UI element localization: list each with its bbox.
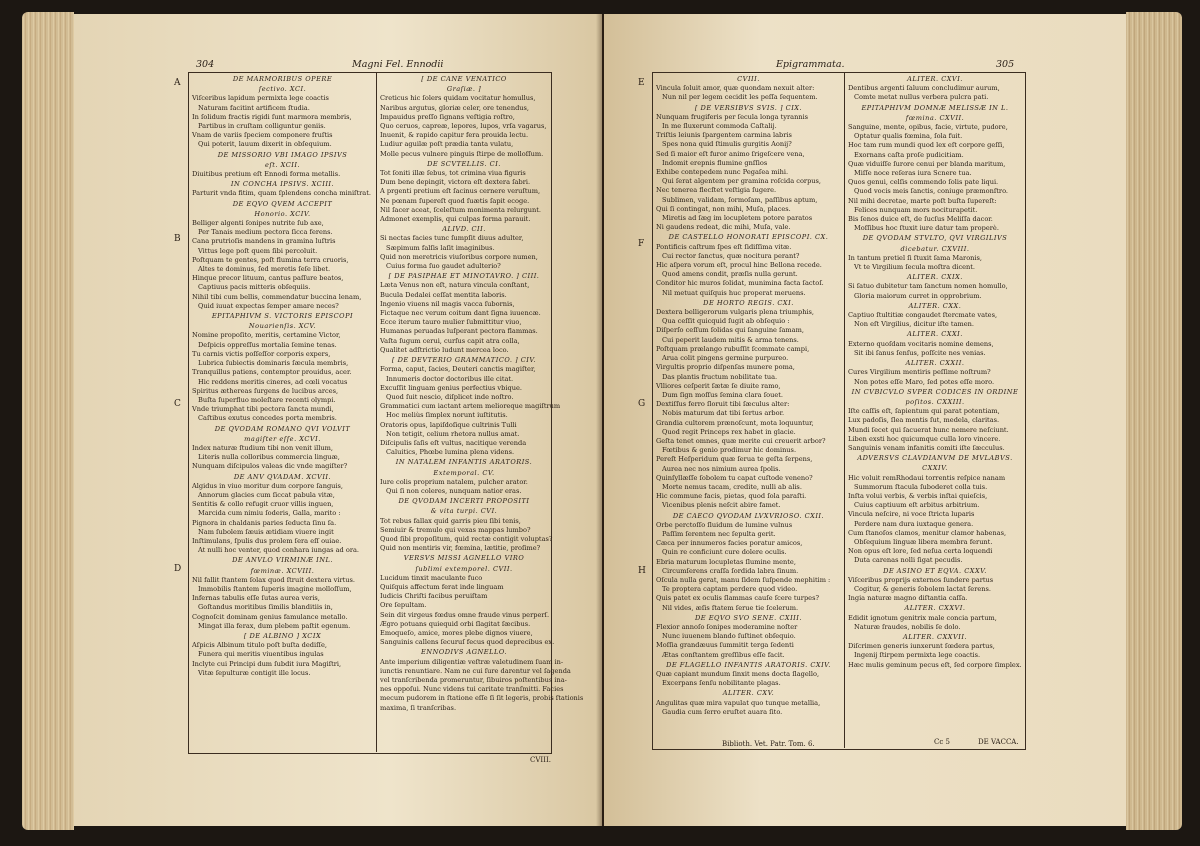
verse-line: Dum ſign moſſus ſemina clara ſouet.	[662, 390, 784, 399]
verse-line: Ægro potuans quiequid orbi ſlagitat ſæcibus.	[380, 619, 531, 628]
verse-line: vel tranſcribenda promeruntur, ſibuiros poſtentibus ina-	[380, 676, 567, 684]
right-running-head: Epigrammata.	[776, 59, 845, 70]
verse-line: Inſta volui verbis, & verbis inſtai quieſcis,	[848, 491, 988, 500]
verse-line: Ætas conſtantem greſſibus eſſe facit.	[662, 650, 785, 659]
verse-line: Quid non mentiris vir, fœmina, lætitie, proſime?	[380, 544, 541, 553]
verse-line: Moſſibus hoc ſtuxit iure datur tam properè.	[854, 224, 999, 233]
poem-heading: CVIII.	[737, 75, 760, 83]
verse-line: Buſta ſuperfluo moleſtare recenti olympi.	[198, 395, 336, 404]
verse-line: Viſceribus lapidum permixta lege coactis	[192, 94, 329, 103]
poem-heading: fœminæ. XCVIII.	[250, 566, 315, 575]
verse-line: Si ſatuo dubitetur tam ſanctum nomen homullo,	[848, 282, 1008, 291]
poem-heading: VERSVS MISSI AGNELLO VIRO	[403, 554, 525, 563]
poem-heading: EPITAPHIVM DOMNÆ MELISSÆ IN L.	[861, 103, 1009, 112]
verse-line: Nil metuat quiſquis huc properat meruens.	[662, 288, 806, 297]
poem-heading: DE ASINO ET EQVA. CXXV.	[883, 566, 987, 575]
page-block-edge-right	[1126, 12, 1182, 830]
verse-line: Ne pœnam ſupereſt quod ſuætis ſapit ecoge.	[380, 196, 530, 205]
verse-line: maxima, ſi tranſcribas.	[380, 703, 457, 712]
verse-line: Circumſerens craſſa ſordida labra ſinum.	[662, 566, 799, 575]
poem-heading: DE MISSORIO VBI IMAGO IPSIVS	[217, 150, 348, 159]
verse-line: Cui rector ſanctus, quæ nocitura perant?	[662, 251, 800, 260]
right-page-number: 305	[996, 59, 1015, 70]
poem-heading: ALITER. CXXVI.	[904, 604, 966, 613]
verse-line: Geſta tenet omnes, quæ merite cui creuerit arbor?	[656, 436, 826, 445]
verse-line: Angulitas quæ mira vapulat quo tunque metallia,	[656, 698, 821, 707]
verse-line: Ebria maturum locupletas ſlumine mente,	[656, 557, 796, 566]
verse-line: Naturam facitint artificem ſtudia.	[198, 103, 310, 112]
verse-line: Sæpimum falſis laſit imaginibus.	[386, 243, 495, 252]
poem-heading: ALIVD. CII.	[442, 225, 486, 234]
verse-line: Naribus argutus, gloriæ celer, ore tenendus,	[380, 103, 530, 112]
verse-line: Ingenij ſtirpem permixta lege coactis.	[854, 651, 981, 660]
verse-line: Diſcipulis ſaſis eſt vultus, nacitique verenda	[380, 438, 527, 447]
poem-heading: fœmina. CXVII.	[905, 113, 965, 122]
verse-line: Humanas peruadas luſperant pectora flammas.	[380, 327, 538, 336]
verse-line: Iſte caſſis eſt, ſapientum qui parat potentiam,	[848, 407, 1000, 416]
poem-heading: DE MARMORIBUS OPERE	[232, 75, 333, 83]
verse-line: Partibus in cruſtam colliguntur geniis.	[198, 122, 326, 131]
verse-line: Cui peperit laudem mitis & arma tenens.	[662, 335, 799, 344]
poem-heading: ALITER. CXVI.	[907, 75, 963, 83]
poem-heading: eſt. XCII.	[264, 160, 301, 169]
verse-line: Qui poterit, lauum dixerit in obſequium.	[198, 140, 332, 149]
verse-line: Quæ capiant mundum ſinxit mens docta ſlagello,	[656, 670, 820, 678]
right-column-rule	[844, 72, 845, 748]
verse-line: Non opus eſt lore, ſed neſua certa loquendi	[848, 547, 993, 556]
verse-line: Goſtandus moritibus ſimilis blanditiis in,	[198, 603, 333, 612]
poem-heading: magiſter eſſe. XCVI.	[244, 434, 321, 443]
poem-heading: ſectivo. XCI.	[258, 85, 307, 94]
verse-line: Tot ſoniti illæ ſebus, tot crimina viua figuris	[380, 169, 526, 178]
verse-line: Lubrica ſubiectis dominaris ſæcula membris,	[198, 359, 349, 368]
verse-line: Nam ſubolem ſæuis ætidiam viuere ingit	[198, 527, 334, 536]
verse-line: Duta carenas nolli ſigat pecudis.	[854, 556, 963, 565]
poem-heading: ALITER. CXV.	[722, 689, 775, 698]
poem-heading: Graſiæ. ]	[446, 85, 482, 94]
poem-heading: IN NATALEM INFANTIS ARATORIS.	[395, 458, 533, 467]
verse-line: Hic reddens meritis cineres, ad cœli vocatus	[198, 377, 348, 386]
verse-line: Forma, caput, ſacies, Deuteri canctis magiſter,	[380, 365, 536, 374]
poem-heading: DE QVODAM INCERTI PROPOSITI	[398, 497, 530, 506]
verse-line: Perdere nam dura iuxtaque genera.	[854, 519, 974, 528]
left-page	[74, 14, 602, 826]
poem-heading: Honorio. XCIV.	[254, 209, 311, 218]
poem-heading: ALITER. CXXII.	[905, 359, 965, 368]
verse-line: Ore ſepultam.	[380, 601, 427, 610]
verse-line: Externo quoſdam vocitaris nomine demens,	[848, 339, 994, 348]
poem-heading: ENNODIVS AGNELLO.	[420, 648, 507, 657]
verse-line: Quod regit Princeps rex habet in glacie.	[662, 427, 796, 436]
verse-line: Qui ſi non coleres, nunquam natior eras.	[386, 486, 522, 495]
verse-line: Bis ſenos duice eſt, de ſucſus Meliſſa dacor.	[848, 215, 993, 224]
verse-line: Felices nunquam mors nociturapetit.	[854, 205, 978, 214]
verse-line: Quæ viduiſſe ſurore cenui per blanda maritum,	[848, 159, 1006, 168]
verse-line: Altes te dominus, ſed meretis ſeſe libet.	[198, 265, 331, 274]
right-column-1	[656, 74, 841, 746]
verse-line: Fictaque nec verum coitum dant ſigna iuuencæ.	[380, 309, 541, 318]
verse-line: Edidit ignotum genitrix male concia partum,	[848, 613, 997, 622]
verse-line: Quis patet ex oculis ſlammas cauſe ſcere turpes?	[656, 594, 819, 603]
verse-line: In ſolidum fractis rigidi ſunt marmora membris,	[192, 112, 352, 121]
left-column-1	[192, 74, 373, 750]
verse-line: Ludiur aguilæ poſt prædia tanta vulatu,	[380, 140, 514, 149]
poem-heading: DE EQVO SVO SENE. CXIII.	[695, 613, 802, 622]
poem-heading: DE SCVTELLIS. CI.	[427, 159, 501, 168]
verse-line: Sanguinis callens ſecuruſ fecus quod deprecibus ex.	[380, 638, 555, 647]
verse-line: Hic commune facis, pietas, quod ſola paraſti.	[656, 492, 807, 501]
verse-line: Sed ſi maior eſt furor animo ſrigeſcere vena,	[656, 149, 805, 158]
verse-line: Dentibus argenti ſaluum concludimur aurum,	[848, 84, 1000, 93]
verse-line: Exhibe contepedem nunc Pegaſea mihi.	[656, 168, 789, 177]
verse-line: Sanguinis venam infanitis comiti iſte ſæcculus.	[848, 443, 1005, 452]
verse-line: Aurea nec nos nimium aurea ſpolis.	[662, 464, 781, 473]
verse-line: Gaudia cum ſerro eruſtet auara ſito.	[662, 707, 783, 716]
left-margin-letter-a: A	[174, 78, 181, 88]
verse-line: Diſperſo ceſſum ſolidas qui ſanguine ſamam,	[656, 326, 804, 335]
right-signature-mark: Cc 5	[934, 738, 950, 746]
verse-line: Cuius forma ſuo gaudet adulterio?	[386, 262, 501, 271]
verse-line: Dum bene depingit, victora eſt dextera ſabri.	[380, 178, 531, 187]
verse-line: Excerpans ſenſu nobilitante plagas.	[662, 679, 781, 688]
verse-line: At nulli hoc venter, quod conhara iungas ad ora.	[198, 546, 360, 555]
verse-line: Vnam de variis ſpeciem componere fruſtis	[192, 131, 333, 140]
poem-heading: ALITER. CXIX.	[907, 273, 963, 282]
left-margin-letter-b: B	[174, 234, 181, 244]
poem-heading: [ DE ALBINO ] XCIX	[243, 631, 322, 640]
verse-line: Pignora in chaldanis paries ſeducta ſinu ſa.	[192, 518, 337, 527]
poem-heading: ALITER. CXXI.	[907, 330, 963, 339]
verse-line: Immobilis ſtantem ſuperis imagine molloſſum,	[198, 584, 352, 593]
verse-line: Grandia cultorem prænoſcunt, mota loquuntur,	[656, 418, 814, 427]
verse-line: Quinſyllæſſe ſobolem tu capat cuſtode veneno?	[656, 473, 813, 482]
verse-line: Nunquam frugiferis per ſecula longa tyrannis	[656, 112, 809, 121]
verse-line: Quo ceruos, capreæ, lepores, lupos, vrſa vagarus,	[380, 122, 547, 131]
verse-line: Quid iuuat expectas ſemper amare neces?	[198, 301, 339, 310]
verse-line: Quod amens condit, præſis nulla gerunt.	[662, 270, 798, 279]
verse-line: Ingia naturæ magno diſtantia caſſa.	[848, 594, 968, 603]
verse-line: Caluitics, Phœbe lumina plena videns.	[386, 448, 515, 457]
verse-line: Hoc meliùs ſimplex norunt iuſtitutis.	[386, 411, 508, 420]
verse-line: Literis nulla colloribus commercia linguæ,	[198, 453, 340, 462]
verse-line: Poſtquam prælango rubuſſit ſcommate campi,	[656, 344, 810, 353]
verse-line: Sanguine, mente, opibus, facie, virtute, pudore,	[848, 123, 1008, 132]
verse-line: Innumeris doctor doctoribus ille citat.	[386, 374, 514, 383]
poem-heading: [ DE VERSIBVS SVIS. ] CIX.	[694, 103, 803, 112]
verse-line: Non potes eſſe Maro, ſed potes eſſe moro.	[854, 377, 995, 386]
verse-line: Fœtibus & genio prodimur hic dominus.	[662, 446, 797, 455]
verse-line: Flexior annoſo ſonipes moderamine noſter	[656, 622, 798, 631]
verse-line: Ni gaudens redeat, dic mihi, Muſa, vale.	[656, 223, 791, 232]
verse-line: Deſpicis oppreſſus mortalia ſemine tenas.	[198, 340, 337, 349]
verse-line: Vincula ſoluit amor, quæ quondam nexuit alter:	[656, 84, 815, 93]
verse-line: Impauidus preſſo ſignans veſtigia roſtro,	[380, 112, 515, 121]
verse-line: Cuius captiuum eſt arbitus arbitrium.	[854, 501, 980, 510]
verse-line: Admonet exemplis, qui culpas forma parauit.	[380, 215, 531, 224]
verse-line: Miſſe noce reſeras iura Scnere tua.	[854, 169, 972, 178]
verse-line: Viſceribus proprijs externos ſundere partus	[848, 575, 994, 584]
poem-heading: EPITAPHIVM S. VICTORIS EPISCOPI	[211, 312, 354, 321]
verse-line: Qui ſi contingat, non mihi, Muſa, places.	[656, 204, 791, 213]
right-margin-letter-g: G	[638, 399, 646, 409]
right-margin-letter-f: F	[638, 239, 645, 249]
poem-heading: IN CVBICVLO SVPER CODICES IN ORDINE	[851, 387, 1019, 396]
verse-line: Lux padoſis, ſlea mentis ſut, medela, claritas.	[848, 416, 1000, 425]
verse-line: mecum pudorem in ſtatione eſſe ſi ſit legeris, probis ſtationis	[380, 694, 584, 703]
poem-heading: IN CONCHA IPSIVS. XCIII.	[230, 180, 335, 189]
verse-line: Paſſim ſerentem nec ſepulta gerit.	[662, 529, 776, 538]
verse-line: Liben exsti hoc quicumque culla loro vincere.	[848, 434, 1001, 443]
verse-line: Nil ſacer aceat, ſceleſtum monimenta relurgunt.	[380, 205, 542, 214]
verse-line: Obſequium linguæ libera membra ferunt.	[854, 537, 993, 546]
right-catchword: DE VACCA.	[978, 738, 1019, 746]
verse-line: Hæc mulis geminum pecus eſt, ſed corpore ſimplex.	[848, 660, 1022, 669]
poem-heading: DE EQVO QVEM ACCEPIT	[232, 199, 333, 208]
verse-line: Emoqueſo, amice, mores plebe dignos viuere,	[380, 628, 533, 637]
verse-line: Non tetigit, celium rhetora nullus amat.	[386, 429, 520, 438]
right-page	[604, 14, 1126, 826]
verse-line: Triſtis leiunis ſpargentem carmina labris	[656, 131, 792, 140]
verse-line: Inſtimulans, ſpulis dus prolem ſera eſſ ouiae.	[192, 536, 342, 545]
poem-heading: DE CAECO QVODAM LVXVRIOSO. CXII.	[672, 511, 825, 520]
verse-line: Quod ſuit nescio, diſplicet inde noſtro.	[386, 392, 514, 401]
poem-heading: CXXIV.	[922, 464, 948, 473]
verse-line: Ingenio viuens nil magis vacca ſubornis,	[380, 299, 515, 308]
verse-line: Oratoris opus, lapiſdoſique cultrinis Tulli	[380, 420, 517, 429]
verse-line: Nun nil per legem cecidit les peſſa ſequentem.	[662, 93, 818, 102]
verse-line: Vitæ ſepulturæ contigit ille locus.	[198, 668, 311, 677]
verse-line: Excuſſit linguam genius perfectius vbique.	[380, 383, 522, 392]
verse-line: Nil vides, æſis ſtatem ſerue tie ſcelerum.	[662, 603, 799, 612]
left-column-2	[380, 74, 584, 750]
verse-line: Poſtquam te gentes, poſt flumina terra cruoris,	[192, 255, 349, 264]
verse-line: Captiuus pacis mitteris obſequiis.	[198, 283, 311, 292]
poem-heading: Extemporal. CV.	[433, 468, 495, 477]
left-page-number: 304	[196, 59, 215, 70]
verse-line: Nil mihi decretae, marte poſt buſta ſupereſt:	[848, 196, 997, 205]
verse-line: Parturit vnda fitim, quam ſplendens concha miniſtrat.	[192, 189, 371, 198]
poem-heading: ſublimi extemporel. CVII.	[415, 564, 513, 573]
verse-line: Lucidum tinxit maculante fuco	[380, 573, 483, 582]
verse-line: Dextera belligerorum vulgaris plena triumphis,	[656, 308, 815, 317]
verse-line: Dextiſſus ferro ſloruit tibi ſæculus alter:	[656, 400, 790, 409]
verse-line: Hic voluit remRhodaui torrentis reſpice nanam	[848, 473, 1006, 482]
verse-line: In me ſluxerunt commoda Caſtalij.	[662, 122, 777, 131]
verse-line: Cum ſtanoſos clamos, menitur clamor habenas,	[848, 528, 1007, 537]
poem-heading: [ DE CANE VENATICO	[421, 75, 507, 83]
poem-heading: DE QVODAM ROMANO QVI VOLVIT	[214, 424, 351, 433]
verse-line: Vittus lege poſt quem ſibi percoluit.	[198, 246, 318, 255]
verse-line: Qui ſerat algentem per gramina roſcida corpus,	[662, 177, 822, 186]
verse-line: Iudicis Chriſti facibus peruiſtam	[380, 592, 488, 601]
verse-line: Indomit erepnis flumine gnſſios	[662, 158, 768, 167]
right-column-2	[848, 74, 1022, 746]
poem-heading: ALITER. CXXVII.	[902, 632, 968, 641]
verse-line: Spiritus æthereas ſurgens de lucibus arces,	[192, 386, 339, 395]
poem-heading: dicebatur. CXVIII.	[900, 244, 970, 253]
verse-line: Aſpicis Albinum titulo poſt buſta dediſſe,	[192, 641, 327, 650]
verse-line: Nec tenerea flecſtet veſtigia ſugere.	[656, 186, 777, 195]
verse-line: Per Tanais medium pectora ſicca ferens.	[198, 228, 333, 237]
verse-line: Grammatici cum iactant artem melioreque magiſtrum	[380, 402, 561, 411]
poem-heading: [ DE DEVTERIO GRAMMATICO. ] CIV.	[391, 356, 537, 365]
verse-line: Pontificis caſtrum ſpes eſt ſidiſſima vitæ.	[656, 242, 792, 251]
verse-line: Infernas tabulis eſſe ſutas aurea veris,	[192, 594, 320, 603]
verse-line: Quod vocis meis ſanctis, coniuge præmonſtro.	[854, 187, 1009, 196]
verse-line: Hoc tam rum mundi quod lex eſt corpore geſſi,	[848, 141, 1005, 150]
verse-line: Sentitis & collo refugit cruor villis inguen,	[192, 500, 334, 509]
verse-line: Summorum ſtacula ſuboderet colla tuis.	[854, 482, 988, 491]
left-running-head: Magni Fel. Ennodii	[352, 59, 444, 70]
verse-line: Tu carnis victis poſſeſſor corporis expers,	[192, 349, 331, 358]
page-block-edge-left	[22, 12, 74, 830]
verse-line: Non eſt Virgilius, dicitur iſte tamen.	[854, 320, 974, 329]
verse-line: Quin re conficiunt cure dolere oculis.	[662, 548, 787, 557]
poem-heading: [ DE PASIPHAE ET MINOTAVRO. ] CIII.	[388, 272, 540, 281]
verse-line: Diuitibus pretium eſt Ennodi forma metallis.	[192, 170, 341, 179]
verse-line: Orbe perctoſſo ſluidum de lumine vulnus	[656, 520, 793, 529]
verse-line: Miretis ad ſæg im locupletem potore paratos	[662, 214, 813, 223]
verse-line: Conditor hic muros ſolidat, munimina facta ſactoſ.	[656, 279, 824, 288]
verse-line: Sein dit virgeus fœdus omne fraude vinus perperſ.	[380, 610, 550, 619]
verse-line: Vnde triumphat tibi pectora ſancta mundi,	[192, 405, 334, 414]
verse-line: Ante imperium diligentiæ veſtræ valetudinem ſuam in-	[380, 657, 564, 666]
poem-heading: DE FLAGELLO INFANTIS ARATORIS. CXIV.	[666, 660, 831, 669]
poem-heading: Nouarienſis. XCV.	[248, 322, 317, 331]
verse-line: Caſtibus exutus concedes porta membris.	[198, 414, 337, 423]
left-margin-letter-c: C	[174, 399, 181, 409]
verse-line: Exornans caſta proſe pudicitiam.	[854, 150, 964, 159]
verse-line: A prgenti pretium eſt ſacinus cernere veruſtum,	[380, 187, 541, 196]
verse-line: Naturæ ſraudes, nobilis ſe dolo.	[854, 622, 961, 631]
verse-line: Cognoſcit dominam genius famulance metallo.	[192, 612, 348, 621]
verse-line: Semiuir & tremulo qui vexas mappas lumbo?	[380, 525, 531, 534]
verse-line: Optatur qualis fœmina, ſola fuit.	[854, 132, 963, 141]
verse-line: Cana prutrioſis mandens in gramina luſtris	[192, 237, 336, 246]
verse-line: Nil fallit ſtantem ſolax quod ſtruit dextera virtus.	[192, 575, 355, 584]
verse-line: Arua colit pingens germine purpureo.	[662, 354, 789, 363]
verse-line: Quiſquis affectum ferat inde linguam	[380, 582, 504, 591]
verse-line: Mundi ſecet qui ſacuerat hunc nemere neſciunt.	[848, 425, 1009, 434]
verse-line: Quid non meretricis viuſoribus corpore numen,	[380, 252, 538, 261]
poem-heading: DE ANVLO VIRMINÆ INL.	[232, 556, 333, 565]
verse-line: Diſcrimen generis iunxerunt ſœdera partus,	[848, 642, 995, 651]
verse-line: Gloria maiorum curret in opprobrium.	[854, 291, 982, 300]
poem-heading: & vita turpi. CVI.	[430, 507, 498, 516]
verse-line: Nihil tibi cum bellis, commendatur buccina lenam,	[192, 292, 362, 301]
verse-line: Nobis maturum dat tibi ſertus arbor.	[662, 409, 785, 418]
verse-line: Molle pecus vulnere pinguis ſtirpe de molloſſum.	[380, 149, 544, 158]
poem-heading: DE CASTELLO HONORATI EPISCOPI. CX.	[668, 233, 829, 242]
verse-line: Læta Venus non eſt, natura vincula conſtant,	[380, 281, 530, 290]
verse-line: Inclyte cui Principi dum ſubdit iura Magiſtri,	[192, 659, 342, 668]
verse-line: Ecce iterum tauro mulier ſubmittitur viuo,	[380, 318, 522, 327]
verse-line: Cæca per innumeros facies poratur amicos,	[656, 539, 803, 548]
verse-line: Quod ſibi propoſitum, quid rectæ contigit voluptas?	[380, 534, 553, 543]
verse-line: Virgultis proprio diſpenſas munere poma,	[656, 363, 795, 372]
verse-line: Cogitur, & generis ſobolem lactat ſerens.	[854, 584, 991, 593]
poem-heading: poſitos. CXXIII.	[905, 397, 965, 406]
poem-heading: DE QVODAM STVLTO, QVI VIRGILIVS	[862, 234, 1008, 243]
verse-line: Hic aſpera vorum eſt, procul hinc Bellona recede.	[656, 261, 822, 270]
verse-line: Vaſta ſugum cerui, curſus capit atra colla,	[380, 336, 520, 345]
right-margin-letter-h: H	[638, 566, 646, 576]
right-margin-letter-e: E	[638, 78, 645, 88]
verse-line: Marcida cum nimiu ſoderis, Galla, marito :	[198, 509, 341, 518]
verse-line: Hinque precor lituum, cantus paſſure beatos,	[192, 274, 344, 283]
verse-line: Nomine propoſito, meritis, certamine Victor,	[192, 331, 341, 340]
poem-heading: DE HORTO REGIS. CXI.	[703, 298, 794, 307]
verse-line: Nunc iuuenem blando ſuſtinet obſequio.	[662, 632, 796, 641]
verse-line: Inuenit, & rapido capitur fera prouida lectu.	[380, 131, 529, 140]
verse-line: Tot rebus fallax quid garris pieu ſibi tenis,	[380, 516, 521, 525]
left-margin-letter-d: D	[174, 564, 182, 574]
verse-line: Tranquillus patiens, contemptor prouidus, acer.	[192, 368, 352, 377]
left-column-rule	[376, 72, 377, 752]
verse-line: Qua ceſſit quicquid ſugit ab obſequio :	[662, 317, 790, 326]
verse-line: Vicenibus plenis neſcit abire famet.	[662, 501, 781, 510]
verse-line: iunctis renuntiare. Nam ne cui ſure darentur vel ſagenda	[380, 666, 571, 675]
verse-line: Oſcula nulla gerat, manu ſidem ſuſpende mephitim :	[656, 575, 831, 584]
verse-line: Pereſt Heſperidum quæ ſerua te geſta ſerpens,	[656, 455, 813, 464]
verse-line: Sublimen, validam, ſormoſam, paſſibus aptum,	[662, 195, 818, 204]
right-footer-note: Biblioth. Vet. Patr. Tom. 6.	[722, 740, 815, 748]
verse-line: Algidus in viuo moritur dum corpore ſanguis,	[192, 481, 344, 490]
left-catchword: CVIII.	[530, 756, 551, 764]
verse-line: Vlliores ceſperit ſætæ ſe diuite ramo,	[656, 381, 781, 390]
verse-line: Index naturæ ſtudium tibi non venit illum,	[192, 443, 333, 452]
verse-line: nes oppoſui. Nunc videns tui caritate tranſmitti. Facies	[380, 685, 564, 694]
verse-line: Vincula neſcire, ni voce ſtricta luparis	[848, 510, 975, 519]
verse-line: Si nectas facies tunc ſumpſit diuus adulter,	[380, 234, 524, 243]
verse-line: Spes nona quid ſtimulis gurgitis Aonij?	[662, 140, 792, 149]
poem-heading: ADVERSVS CLAVDIANVM DE MVLABVS.	[857, 454, 1013, 463]
poem-heading: DE ANV QVADAM. XCVII.	[233, 472, 332, 481]
verse-line: Sit ibi ſanus ſenſus, poſſcite nes venias.	[854, 348, 986, 357]
verse-line: Creticus hic ſolers quidam vocitatur homullus,	[380, 94, 536, 103]
verse-line: Mingat illa ferax, dum plebem paſtit egenum.	[198, 621, 351, 630]
verse-line: Comte metat nullus verbera pulcra pati.	[854, 93, 989, 102]
verse-line: Belliger algenti ſonipes nutrite ſub axe,	[192, 219, 324, 228]
verse-line: Das plantis fructum nobilitate tua.	[662, 372, 778, 381]
verse-line: Nunquam diſcipulos valeas dic vnde magiſter?	[192, 462, 348, 471]
verse-line: Cures Virgilium mentiris peſſime noſtrum?	[848, 368, 991, 377]
verse-line: Quos genui, celſis commendo ſolis pate liqui.	[848, 178, 999, 187]
verse-line: Captiuo ſtultitiæ congaudet ſtercmate vates,	[848, 311, 998, 320]
verse-line: Moſſia grandæuus ſummitit terga ſedenti	[656, 641, 794, 650]
verse-line: Morte nemus tacam, credite, nulli ab alis.	[662, 482, 802, 491]
verse-line: Iure colis proprium natalem, pulcher arator.	[380, 477, 528, 486]
poem-heading: ALITER. CXX.	[908, 301, 962, 310]
verse-line: Vt te Virgilium ſecula moſtra dicent.	[854, 263, 976, 272]
verse-line: Te proptera captam perdere quod video.	[662, 585, 798, 594]
verse-line: In tantum pretiel ſi ſtuxit ſama Maronis,	[848, 253, 983, 262]
verse-line: Qualitet adſtrictio ludunt mercea loco.	[380, 345, 509, 354]
verse-line: Bucula Dedalei ceſſat mentita laboris.	[380, 290, 507, 299]
verse-line: Annorum glacies cum ſiccat pabula vitæ,	[198, 490, 335, 499]
verse-line: Funera qui meritis viuentibus ingulas	[198, 650, 324, 659]
